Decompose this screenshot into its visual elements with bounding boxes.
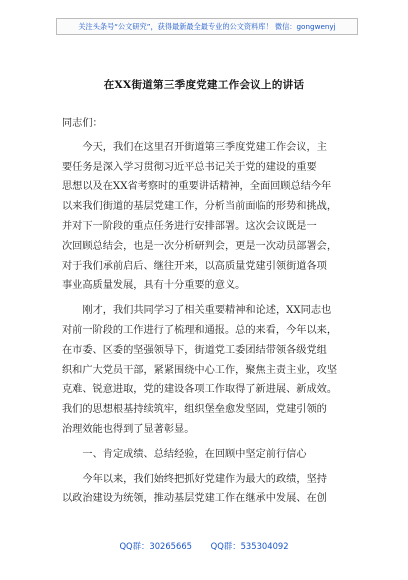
paragraph-line: 并对下一阶段的重点任务进行安排部署。这次会议既是一 [62, 220, 317, 232]
qq-group-1: QQ群：30265665 [119, 541, 192, 551]
paragraph-line: 在市委、区委的坚强领导下，街道党工委团结带领各级党组 [62, 344, 327, 356]
paragraph-line: 要任务是深入学习贯彻习近平总书记关于党的建设的重要 [62, 161, 317, 173]
paragraph-line: 一、肯定成绩、总结经验，在回顾中坚定前行信心 [82, 448, 307, 460]
paragraph [62, 301, 358, 440]
paragraph-line: 治理效能也得到了显著彰显。 [62, 423, 195, 435]
document-body [62, 114, 358, 509]
paragraph-line: 刚才，我们共同学习了相关重要精神和论述，XX同志也 [82, 305, 332, 317]
greeting: 同志们： [62, 118, 103, 129]
paragraph-line: 今天，我们在这里召开街道第三季度党建工作会议，主 [82, 141, 327, 153]
paragraph-line: 思想以及在XX省考察时的重要讲话精神，全面回顾总结今年 [62, 181, 332, 193]
footer-contacts [0, 540, 408, 552]
paragraph-line: 对前一阶段的工作进行了梳理和通报。总的来看，今年以来， [62, 324, 338, 336]
paragraph-line: 次回顾总结会，也是一次分析研判会，更是一次动员部署会， [62, 240, 338, 252]
paragraph [62, 470, 358, 510]
document-title: 在XX街道第三季度党建工作会议上的讲话 [103, 79, 305, 91]
paragraph-line: 事业高质量发展，具有十分重要的意义。 [62, 280, 246, 292]
promo-banner: 关注头条号“公文研究”，获得最新最全最专业的公文资料库！ 微信：gongwenyj [56, 18, 358, 35]
paragraph [62, 445, 358, 465]
paragraph-line: 今年以来，我们始终把抓好党建作为最大的政绩，坚持 [82, 473, 327, 485]
paragraph-line: 以来我们街道的基层党建工作，分析当前面临的形势和挑战， [62, 201, 338, 213]
paragraph-line: 对于我们承前启后、继往开来，以高质量党建引领街道各项 [62, 260, 327, 272]
paragraph-list [62, 138, 358, 509]
paragraph-line: 克难、锐意进取，党的建设各项工作取得了新进展、新成效。 [62, 384, 338, 396]
paragraph-line: 织和广大党员干部，紧紧围绕中心工作，聚焦主责主业，攻坚 [62, 364, 338, 376]
paragraph-line: 以政治建设为统领，推动基层党建工作在继承中发展、在创 [62, 493, 327, 505]
qq-group-2: QQ群：535304092 [210, 541, 289, 551]
paragraph-line: 我们的思想根基持续筑牢，组织堡垒愈发坚固，党建引领的 [62, 404, 327, 416]
paragraph [62, 138, 358, 296]
